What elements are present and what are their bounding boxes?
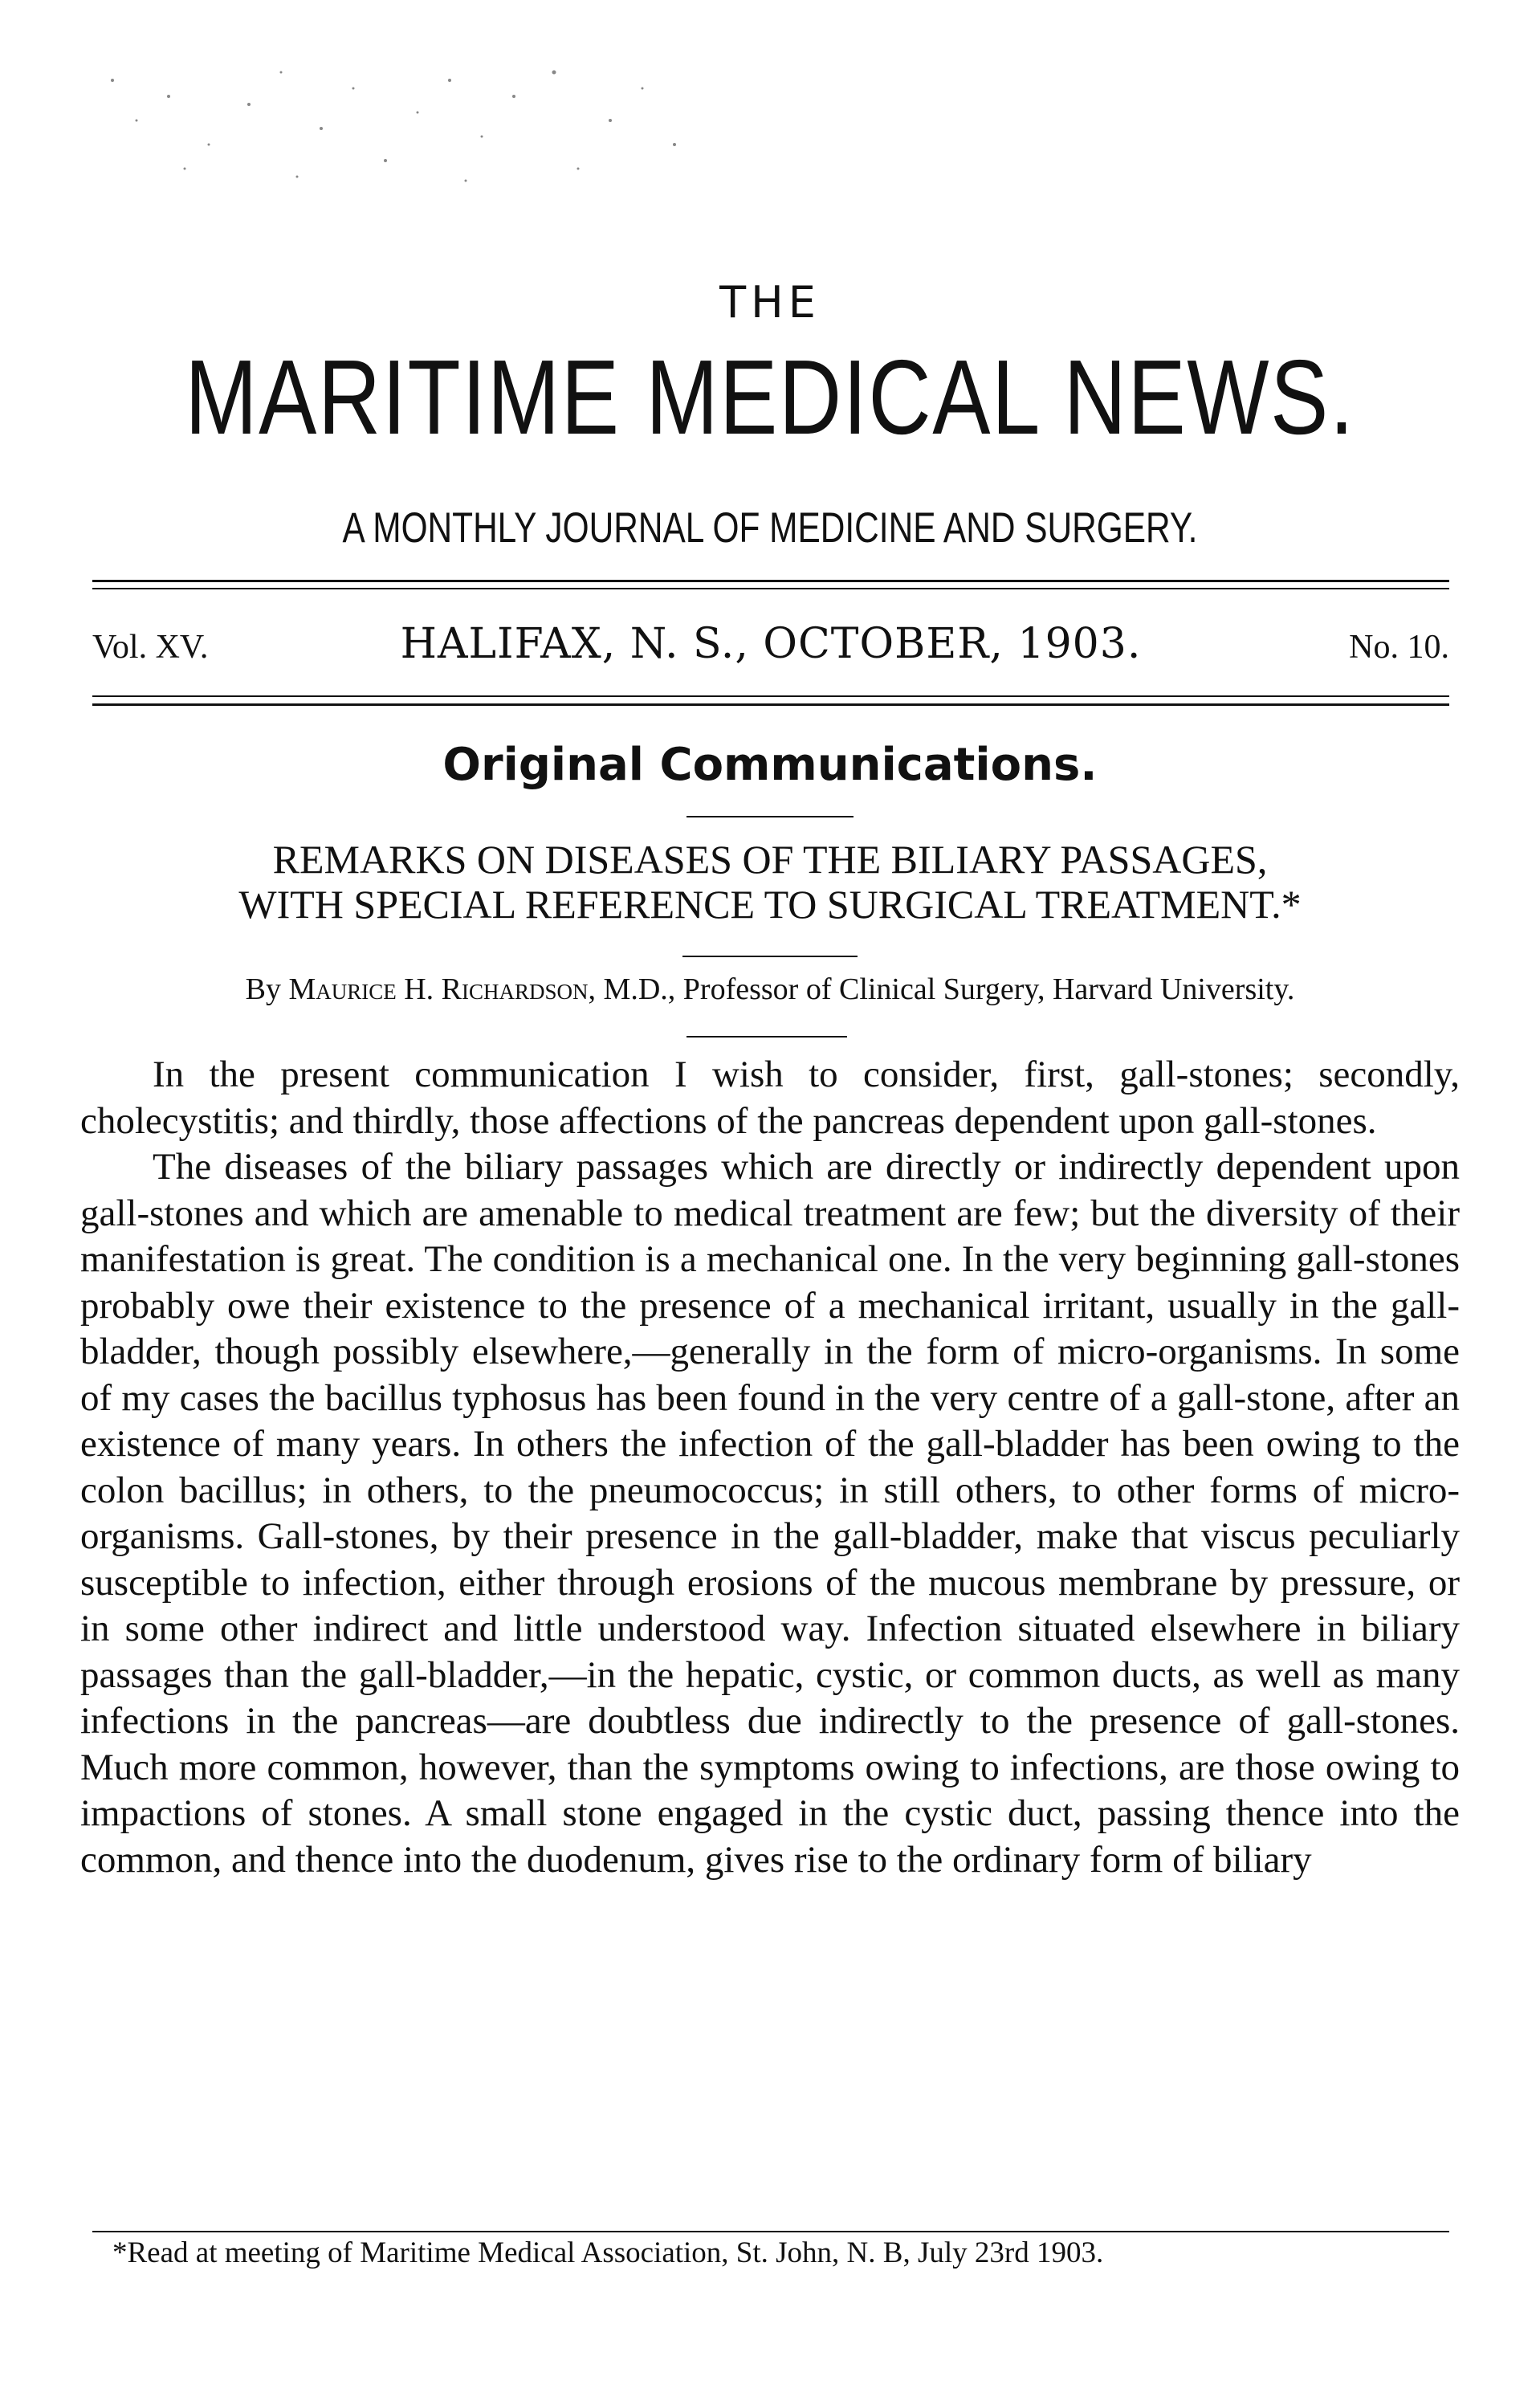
- masthead-the: THE: [719, 277, 821, 328]
- issue-line: [92, 620, 1449, 678]
- volume-number: Vol. XV.: [92, 629, 209, 666]
- print-speckle-decoration: [80, 48, 723, 193]
- journal-subtitle: A MONTHLY JOURNAL OF MEDICINE AND SURGERY.: [342, 504, 1198, 552]
- paragraph-2: The diseases of the biliary passages which are directly or indirectly dependent upon gall-stones and which are amenable to medical treatment are few; but the diversity of their manifestation is great. The condition is a mechanical one. In the very beginning gall-stones probably owe their existence to the presence of a mechanical irritant, usually in the gall-bladder, though possibly elsewhere,—generally in the form of micro-organisms. In some of my cases the bacillus typhosus has been found in the very centre of a gall-stone, after an existence of many years. In others the infection of the gall-bladder has been owing to the colon bacillus; in others, to the pneumococcus; in still others, to other forms of micro-organisms. Gall-stones, by their presence in the gall-bladder, make that viscus peculiarly susceptible to infection, either through erosions of the mucous membrane by pressure, or in some other indirect and little understood way. Infection situated elsewhere in biliary passages than the gall-bladder,—in the hepatic, cystic, or common ducts, as well as many infections in the pancreas—are doubtless due indirectly to the presence of gall-stones. Much more common, however, than the symptoms owing to infections, are those owing to impactions of stones. A small stone engaged in the cystic duct, passing thence into the common, and thence into the duodenum, gives rise to the ordinary form of biliary: [80, 1146, 1460, 1881]
- article-title: [80, 837, 1460, 927]
- header-rule-top-1: [92, 580, 1449, 582]
- footnote-rule: [92, 2231, 1449, 2232]
- paragraph-1: In the present communication I wish to consider, first, gall-stones; secondly, cholecystitis; and thirdly, those affections of the pancreas dependent upon gall-stones.: [80, 1054, 1460, 1142]
- footnote: *Read at meeting of Maritime Medical Association, St. John, N. B, July 23rd 1903.: [112, 2236, 1104, 2269]
- issue-place-date: HALIFAX, N. S., OCTOBER, 1903.: [400, 620, 1142, 668]
- header-rule-bottom-1: [92, 695, 1449, 697]
- byline: [80, 972, 1460, 1007]
- article-title-line-2: WITH SPECIAL REFERENCE TO SURGICAL TREATMENT.*: [238, 882, 1302, 927]
- article-title-line-1: REMARKS ON DISEASES OF THE BILIARY PASSAGES,: [272, 837, 1268, 882]
- byline-author: Maurice H. Richardson, M.D.,: [288, 972, 676, 1006]
- byline-by: By: [245, 972, 281, 1006]
- journal-title: MARITIME MEDICAL NEWS.: [185, 338, 1355, 456]
- byline-divider: [686, 1036, 847, 1038]
- article-body: [80, 1052, 1460, 1883]
- header-rule-top-2: [92, 588, 1449, 589]
- byline-affiliation: Professor of Clinical Surgery, Harvard University.: [682, 972, 1295, 1006]
- header-rule-bottom-2: [92, 703, 1449, 706]
- issue-number: No. 10.: [1349, 629, 1449, 666]
- section-divider: [686, 816, 854, 817]
- title-divider: [682, 956, 858, 957]
- section-title: Original Communications.: [442, 739, 1098, 791]
